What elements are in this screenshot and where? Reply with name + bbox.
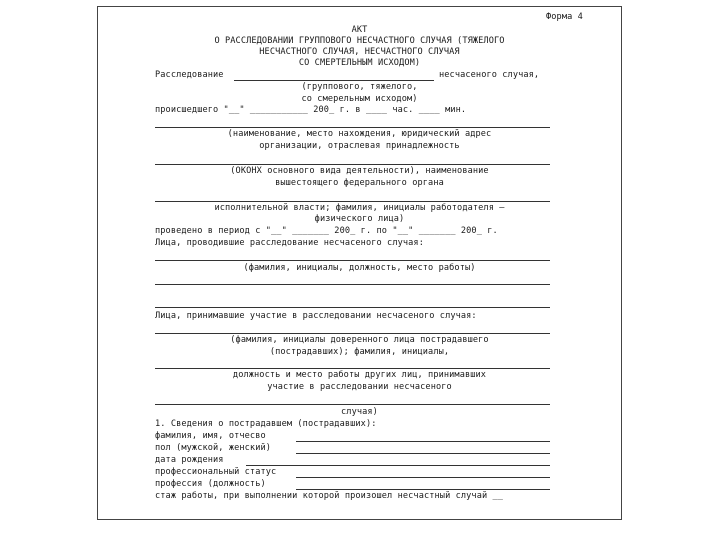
form-page: [97, 6, 622, 520]
field-experience-label: стаж работы, при выполнении которой произошел несчастный случай __: [155, 491, 504, 501]
period-line: проведено в период с "__" _______ 200_ г. по "__" _______ 200_ г.: [155, 226, 498, 236]
field-status-label: профессиональный статус: [155, 467, 277, 477]
okonh-hint-2: вышестоящего федерального органа: [275, 178, 444, 188]
participants-label: Лица, принимавшие участие в расследовании несчасеного случая:: [155, 311, 477, 321]
field-sex-label: пол (мужской, женский): [155, 443, 272, 453]
investigators-label: Лица, проводившие расследование несчасеного случая:: [155, 238, 424, 248]
investigation-hint-1: (группового, тяжелого,: [301, 82, 418, 92]
investigators-blank-2[interactable]: [155, 284, 550, 285]
investigation-suffix: несчасеного случая,: [439, 70, 540, 80]
authority-hint-1: исполнительной власти; фамилия, инициалы работодателя –: [214, 203, 505, 213]
investigators-blank-3[interactable]: [155, 307, 550, 308]
participants-blank-1[interactable]: [155, 333, 550, 334]
investigators-blank-1[interactable]: [155, 260, 550, 261]
participants-blank-3[interactable]: [155, 404, 550, 405]
field-status-blank[interactable]: [296, 477, 550, 478]
participants-hint-5: случая): [341, 407, 378, 417]
act-title: АКТ: [351, 25, 368, 35]
field-birth-label: дата рождения: [155, 455, 224, 465]
investigation-type-blank[interactable]: [234, 80, 434, 81]
participants-hint-2: (пострадавших); фамилия, инициалы,: [269, 347, 450, 357]
investigation-hint-2: со смерельным исходом): [301, 94, 418, 104]
authority-hint-2: физического лица): [314, 214, 405, 224]
participants-blank-2[interactable]: [155, 368, 550, 369]
section-1-title: 1. Сведения о пострадавшем (пострадавших):: [155, 419, 377, 429]
act-subtitle-line1: О РАССЛЕДОВАНИИ ГРУППОВОГО НЕСЧАСТНОГО СЛУЧАЯ (ТЯЖЕЛОГО: [214, 36, 505, 46]
okonh-blank[interactable]: [155, 164, 550, 165]
act-subtitle-line3: СО СМЕРТЕЛЬНЫМ ИСХОДОМ): [298, 58, 421, 68]
organization-hint-1: (наименование, место нахождения, юридический адрес: [227, 129, 492, 139]
organization-hint-2: организации, отраслевая принадлежность: [259, 141, 460, 151]
investigation-label: Расследование: [155, 70, 224, 80]
field-name-blank[interactable]: [296, 441, 550, 442]
field-profession-label: профессия (должность): [155, 479, 266, 489]
okonh-hint-1: (ОКОНХ основного вида деятельности), наименование: [230, 166, 489, 176]
investigators-hint: (фамилия, инициалы, должность, место работы): [243, 263, 476, 273]
participants-hint-3: должность и место работы других лиц, принимавших: [232, 370, 487, 380]
participants-hint-1: (фамилия, инициалы доверенного лица пострадавшего: [230, 335, 489, 345]
participants-hint-4: участие в расследовании несчасеного: [267, 382, 452, 392]
field-sex-blank[interactable]: [296, 453, 550, 454]
organization-blank[interactable]: [155, 127, 550, 128]
occurred-line: происшедшего "__" ___________ 200_ г. в ____ час. ____ мин.: [155, 105, 467, 115]
act-subtitle-line2: НЕСЧАСТНОГО СЛУЧАЯ, НЕСЧАСТНОГО СЛУЧАЯ: [259, 47, 460, 57]
authority-blank[interactable]: [155, 201, 550, 202]
field-name-label: фамилия, имя, отчесво: [155, 431, 266, 441]
field-birth-blank[interactable]: [246, 465, 550, 466]
field-profession-blank[interactable]: [296, 489, 550, 490]
form-number: Форма 4: [546, 12, 583, 22]
